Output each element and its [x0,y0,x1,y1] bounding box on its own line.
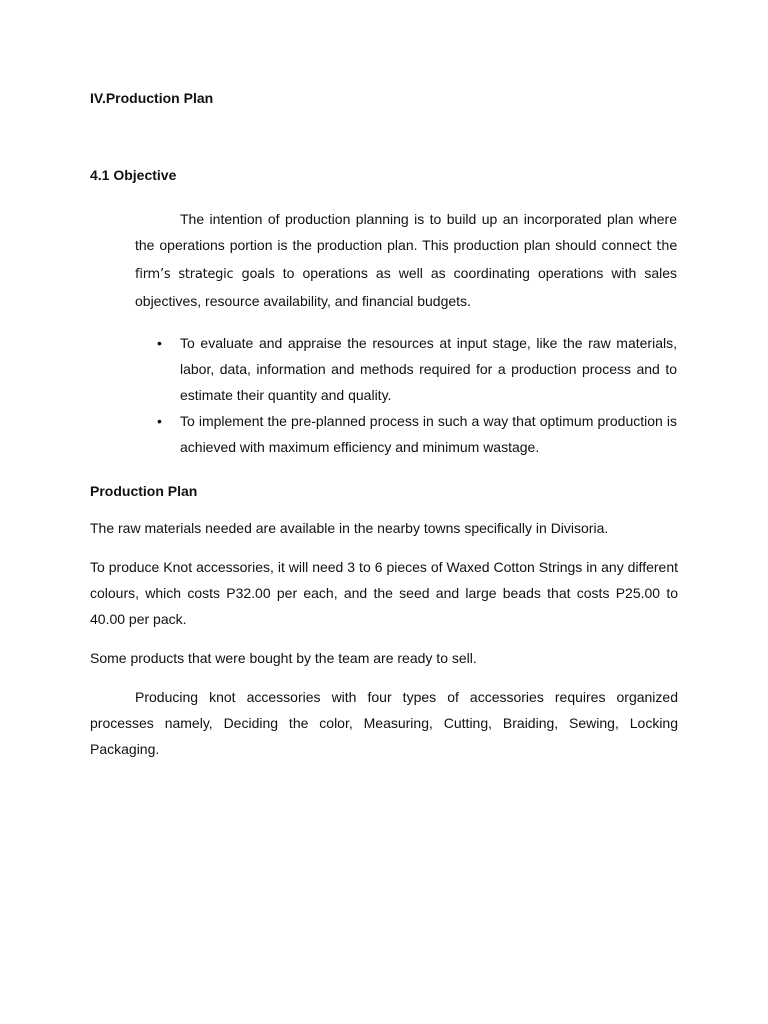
bullet-icon: • [157,335,162,351]
bullet-text: To evaluate and appraise the resources at input stage, like the raw materials, labor, data, information and methods required for a production process and to estimate their quantity and quality. [180,335,677,403]
body-paragraph-knot-costs: To produce Knot accessories, it will need 3 to 6 pieces of Waxed Cotton Strings in any different colours, which costs P32.00 per each, and the seed and large beads that costs P25.00 to 40.00 per pack. [90,559,678,627]
bullet-icon: • [157,413,162,429]
body-paragraph-processes: Producing knot accessories with four types of accessories requires organized processes namely, Deciding the color, Measuring, Cutting, Braiding, Sewing, Locking Packaging. [90,689,678,757]
objective-bullet-list [135,330,677,460]
body-paragraph-raw-materials: The raw materials needed are available in the nearby towns specifically in Divisoria. [90,520,609,536]
objective-text-highlight: connect the firm’s strategic goals [135,239,677,282]
objective-bullet-item [135,408,677,460]
section-title: IV.Production Plan [90,90,214,106]
objective-bullet-item [135,330,677,408]
production-plan-heading: Production Plan [90,483,198,499]
objective-heading: 4.1 Objective [90,167,177,183]
objective-text-part3: to operations as well as coordinating operations with sales objectives, resource availability, and financial budgets. [135,265,678,309]
body-paragraph-products-ready: Some products that were bought by the team are ready to sell. [90,650,477,666]
objective-paragraph [135,206,677,314]
bullet-text: To implement the pre-planned process in such a way that optimum production is achieved with maximum efficiency and minimum wastage. [180,413,677,455]
objective-text-part1: The intention of production planning is to build up an incorporated plan where the operations portion is the production plan. This production plan should [135,211,677,253]
